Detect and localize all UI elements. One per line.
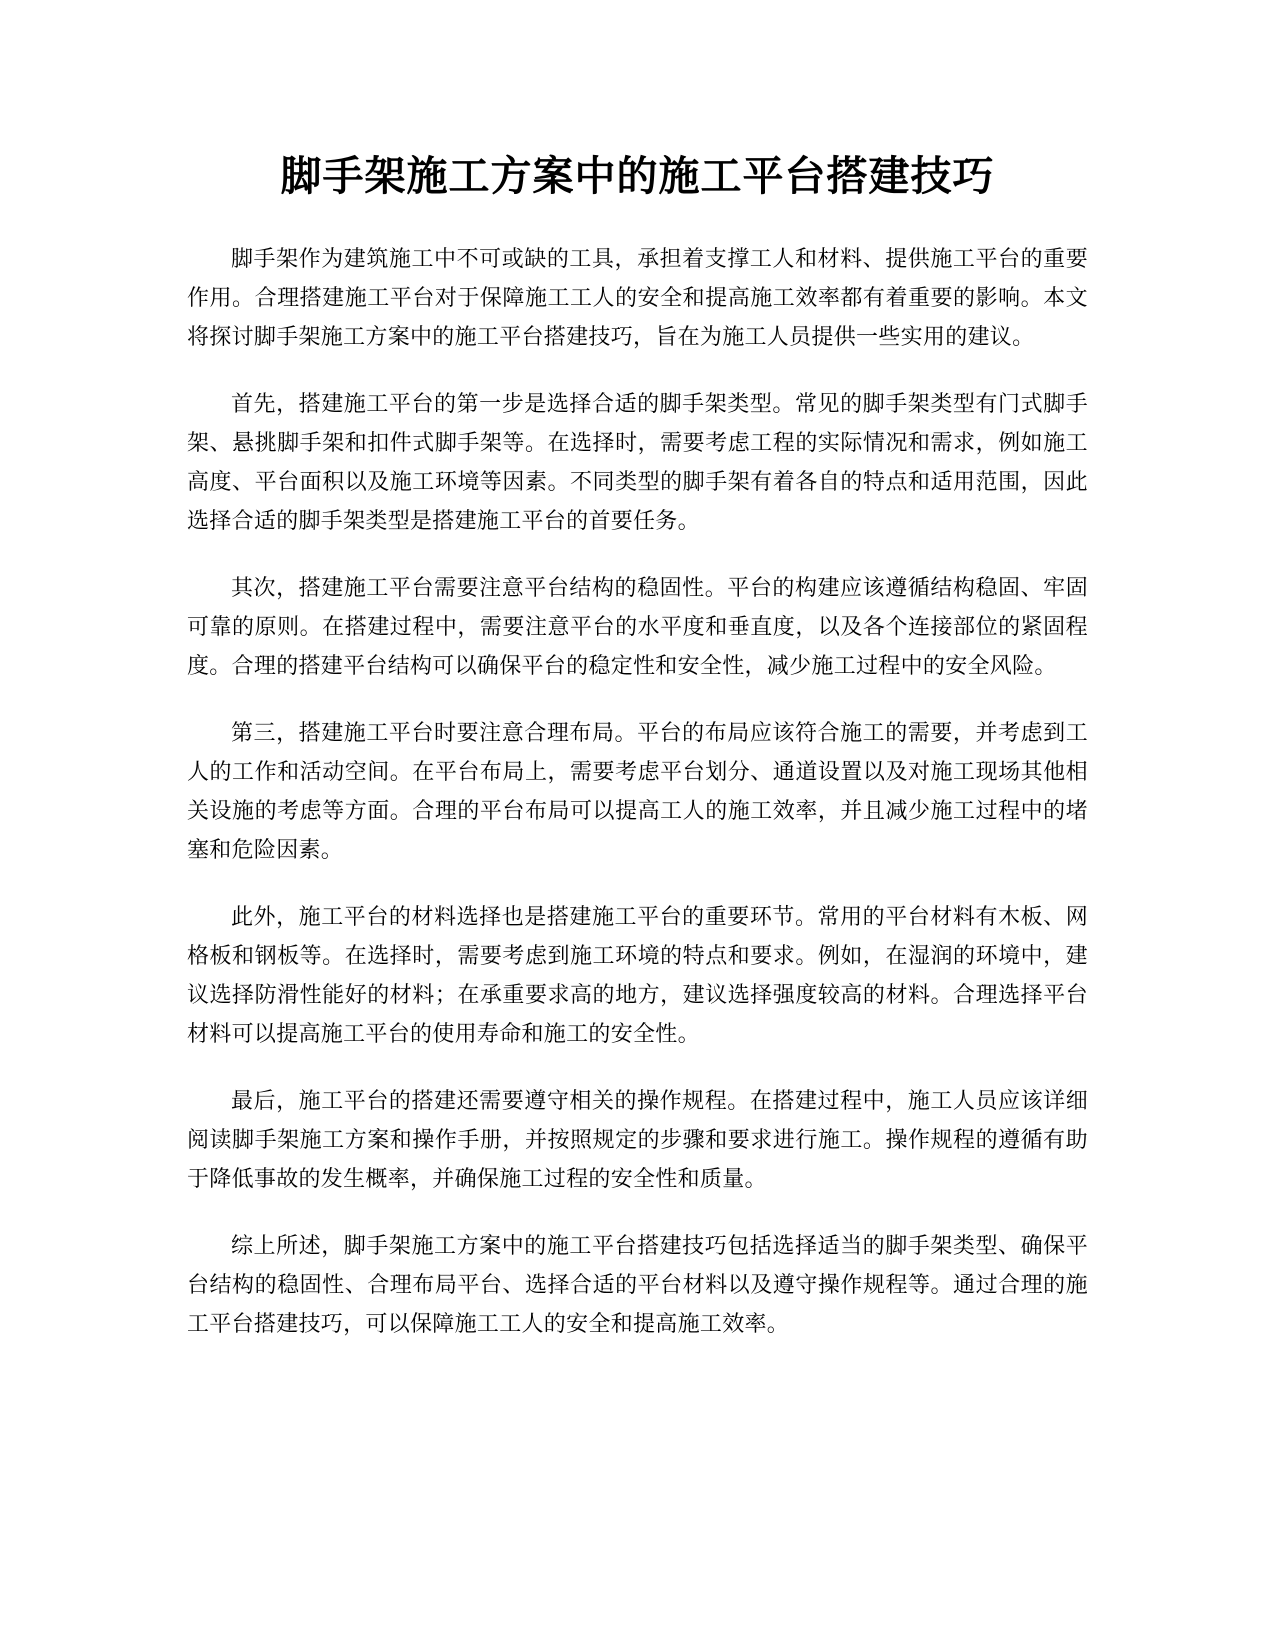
paragraph-intro: 脚手架作为建筑施工中不可或缺的工具，承担着支撑工人和材料、提供施工平台的重要作用。合理搭建施工平台对于保障施工工人的安全和提高施工效率都有着重要的影响。本文将探讨脚手架施工方案中的施工平台搭建技巧，旨在为施工人员提供一些实用的建议。 xyxy=(187,247,1088,350)
paragraph-materials: 此外，施工平台的材料选择也是搭建施工平台的重要环节。常用的平台材料有木板、网格板和钢板等。在选择时，需要考虑到施工环境的特点和要求。例如，在湿润的环境中，建议选择防滑性能好的材料；在承重要求高的地方，建议选择强度较高的材料。合理选择平台材料可以提高施工平台的使用寿命和施工的安全性。 xyxy=(187,905,1088,1047)
paragraph-procedures: 最后，施工平台的搭建还需要遵守相关的操作规程。在搭建过程中，施工人员应该详细阅读脚手架施工方案和操作手册，并按照规定的步骤和要求进行施工。操作规程的遵循有助于降低事故的发生概率，并确保施工过程的安全性和质量。 xyxy=(187,1089,1088,1192)
document-title: 脚手架施工方案中的施工平台搭建技巧 xyxy=(280,152,995,200)
paragraph-conclusion: 综上所述，脚手架施工方案中的施工平台搭建技巧包括选择适当的脚手架类型、确保平台结构的稳固性、合理布局平台、选择合适的平台材料以及遵守操作规程等。通过合理的施工平台搭建技巧，可以保障施工工人的安全和提高施工效率。 xyxy=(187,1234,1088,1337)
paragraph-layout: 第三，搭建施工平台时要注意合理布局。平台的布局应该符合施工的需要，并考虑到工人的工作和活动空间。在平台布局上，需要考虑平台划分、通道设置以及对施工现场其他相关设施的考虑等方面。合理的平台布局可以提高工人的施工效率，并且减少施工过程中的堵塞和危险因素。 xyxy=(187,721,1088,863)
document-body xyxy=(187,240,1088,1372)
paragraph-stability: 其次，搭建施工平台需要注意平台结构的稳固性。平台的构建应该遵循结构稳固、牢固可靠的原则。在搭建过程中，需要注意平台的水平度和垂直度，以及各个连接部位的紧固程度。合理的搭建平台结构可以确保平台的稳定性和安全性，减少施工过程中的安全风险。 xyxy=(187,576,1088,679)
paragraph-scaffold-type: 首先，搭建施工平台的第一步是选择合适的脚手架类型。常见的脚手架类型有门式脚手架、悬挑脚手架和扣件式脚手架等。在选择时，需要考虑工程的实际情况和需求，例如施工高度、平台面积以及施工环境等因素。不同类型的脚手架有着各自的特点和适用范围，因此选择合适的脚手架类型是搭建施工平台的首要任务。 xyxy=(187,392,1088,534)
